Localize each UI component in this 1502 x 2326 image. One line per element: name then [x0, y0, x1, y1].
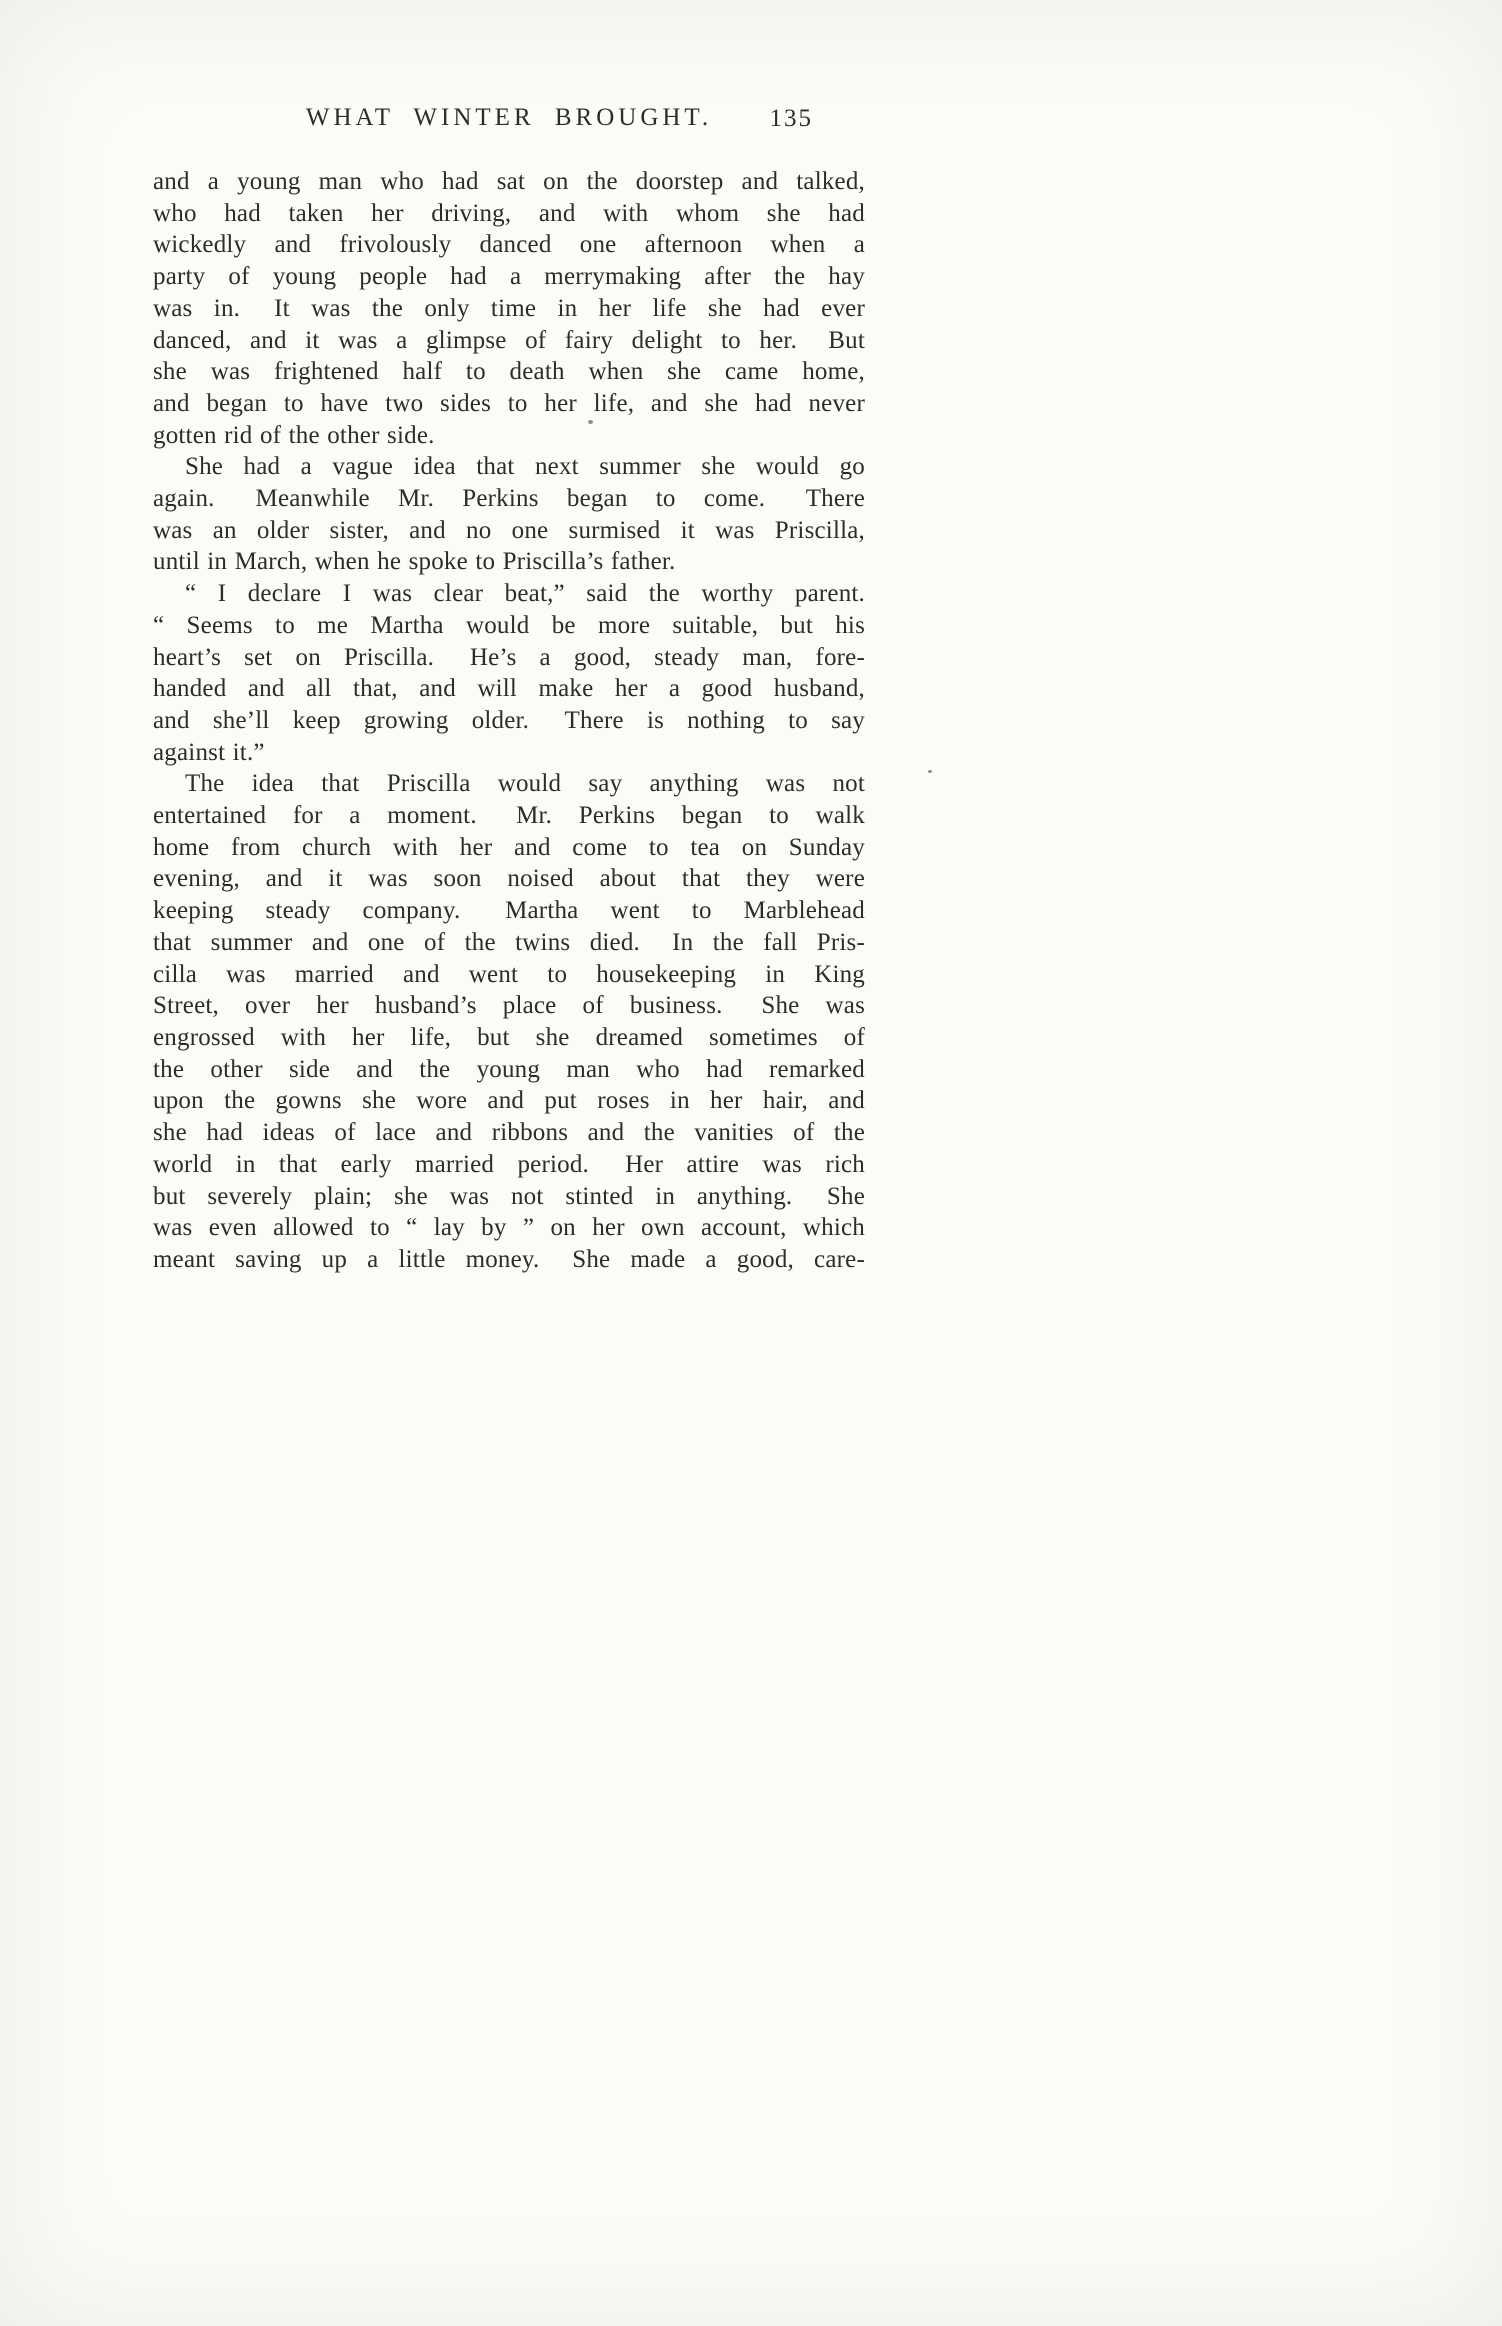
scan-speck — [928, 770, 932, 773]
text-line-p4-l2: entertained for a moment. Mr. Perkins began to walk — [153, 802, 865, 830]
text-line-p3-l2: “ Seems to me Martha would be more suitable, but his — [153, 611, 865, 639]
text-line-p3-l6: against it.” — [153, 738, 265, 766]
text-line-p3-l5: and she’ll keep growing older. There is nothing to say — [153, 706, 865, 734]
text-line-p2-l1: She had a vague idea that next summer she would go — [185, 453, 865, 481]
text-line-p4-l5: keeping steady company. Martha went to Marblehead — [153, 897, 865, 925]
text-line-p4-l9: engrossed with her life, but she dreamed sometimes of — [153, 1023, 865, 1051]
text-line-p3-l1: “ I declare I was clear beat,” said the worthy parent. — [185, 580, 865, 608]
running-head — [153, 104, 865, 138]
text-line-p4-l13: world in that early married period. Her attire was rich — [153, 1150, 865, 1178]
text-line-p3-l3: heart’s set on Priscilla. He’s a good, steady man, fore- — [153, 643, 865, 671]
text-line-p1-l1: and a young man who had sat on the doorstep and talked, — [153, 168, 865, 195]
text-line-p1-l7: she was frightened half to death when she came home, — [153, 358, 865, 386]
text-line-p3-l4: handed and all that, and will make her a good husband, — [153, 675, 865, 703]
page-number: 135 — [769, 105, 813, 132]
text-line-p4-l4: evening, and it was soon noised about that they were — [153, 865, 865, 893]
text-line-p2-l3: was an older sister, and no one surmised it was Priscilla, — [153, 516, 865, 544]
text-line-p1-l3: wickedly and frivolously danced one afternoon when a — [153, 231, 865, 259]
text-line-p4-l7: cilla was married and went to housekeeping in King — [153, 960, 865, 988]
text-line-p1-l6: danced, and it was a glimpse of fairy delight to her. But — [153, 326, 865, 354]
text-line-p1-l2: who had taken her driving, and with whom she had — [153, 199, 865, 227]
text-line-p4-l6: that summer and one of the twins died. In the fall Pris- — [153, 928, 865, 956]
scan-speck — [588, 420, 593, 424]
text-line-p4-l3: home from church with her and come to tea on Sunday — [153, 833, 865, 861]
text-line-p4-l8: Street, over her husband’s place of business. She was — [153, 992, 865, 1020]
text-line-p4-l16: meant saving up a little money. She made a good, care- — [153, 1245, 865, 1273]
text-line-p2-l2: again. Meanwhile Mr. Perkins began to come. There — [153, 485, 865, 513]
body-text — [153, 166, 865, 1276]
text-line-p1-l4: party of young people had a merrymaking after the hay — [153, 263, 865, 291]
running-title: WHAT WINTER BROUGHT. — [305, 104, 713, 131]
text-block — [153, 104, 865, 1276]
text-line-p1-l9: gotten rid of the other side. — [153, 421, 435, 449]
text-line-p4-l11: upon the gowns she wore and put roses in her hair, and — [153, 1087, 865, 1115]
text-line-p4-l15: was even allowed to “ lay by ” on her own account, which — [153, 1214, 865, 1242]
text-line-p4-l12: she had ideas of lace and ribbons and the vanities of the — [153, 1119, 865, 1147]
text-line-p4-l14: but severely plain; she was not stinted in anything. She — [153, 1182, 865, 1210]
text-line-p1-l5: was in. It was the only time in her life she had ever — [153, 294, 865, 322]
text-line-p1-l8: and began to have two sides to her life, and she had never — [153, 389, 865, 417]
text-line-p2-l4: until in March, when he spoke to Priscilla’s father. — [153, 548, 676, 576]
text-line-p4-l1: The idea that Priscilla would say anything was not — [185, 770, 865, 798]
text-line-p4-l10: the other side and the young man who had remarked — [153, 1055, 865, 1083]
